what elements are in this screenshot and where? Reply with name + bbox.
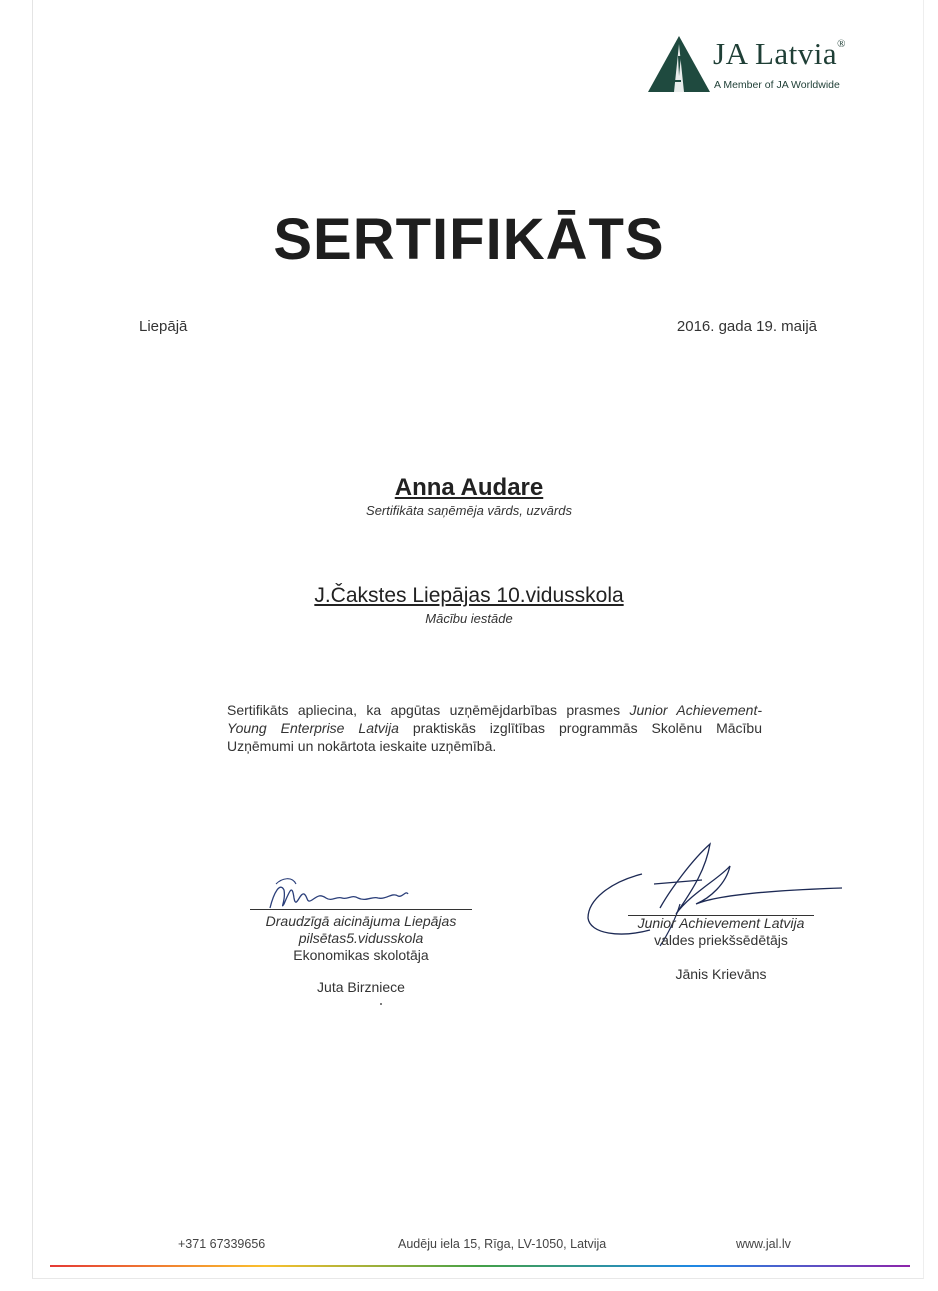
footer-website: www.jal.lv: [736, 1237, 791, 1251]
right-signatory-block: [600, 915, 842, 983]
issue-place: Liepājā: [139, 318, 188, 335]
page-border: [32, 0, 924, 1279]
school-name: J.Čakstes Liepājas 10.vidusskola: [314, 584, 624, 607]
recipient-caption: Sertifikāta saņēmēja vārds, uzvārds: [366, 503, 572, 518]
certificate-title: SERTIFIKĀTS: [273, 207, 665, 272]
body-text-part1: Sertifikāts apliecina, ka apgūtas uzņēmējdarbības prasmes: [227, 702, 630, 718]
registered-mark: ®: [837, 38, 847, 50]
footer-phone: +371 67339656: [178, 1237, 266, 1251]
left-signatory-role: Ekonomikas skolotāja: [293, 947, 429, 963]
right-signatory-name: Jānis Krievāns: [675, 966, 767, 982]
right-signatory-role: valdes priekšsēdētājs: [654, 932, 788, 948]
body-text-part2: praktiskās izglītības programmās Skolēnu Mācību Uzņēmumi un nokārtota ieskaite uzņēmībā.: [227, 720, 762, 754]
scan-speck: [380, 1003, 382, 1005]
left-signatory-org-line2: pilsētas5.vidusskola: [298, 930, 424, 946]
left-signatory-name: Juta Birzniece: [317, 979, 405, 995]
logo-subtitle: A Member of JA Worldwide: [714, 79, 840, 91]
left-signature-line: [250, 909, 472, 910]
certificate-body: [227, 701, 762, 755]
issue-date: 2016. gada 19. maijā: [676, 318, 817, 335]
left-signatory-block: [230, 913, 492, 996]
school-caption: Mācību iestāde: [425, 611, 513, 626]
footer-color-rule: [50, 1265, 910, 1267]
right-signatory-org: Junior Achievement Latvija: [637, 915, 805, 931]
recipient-name: Anna Audare: [394, 474, 544, 501]
left-signatory-org-line1: Draudzīgā aicinājuma Liepājas: [265, 913, 457, 929]
ja-triangle-icon: [648, 36, 710, 94]
ja-latvia-logo: [648, 36, 878, 98]
program-name: Junior Achievement- Young Enterprise Latvija: [227, 702, 763, 736]
logo-title: JA Latvia®: [713, 36, 847, 71]
footer-address: Audēju iela 15, Rīga, LV-1050, Latvija: [398, 1237, 607, 1251]
